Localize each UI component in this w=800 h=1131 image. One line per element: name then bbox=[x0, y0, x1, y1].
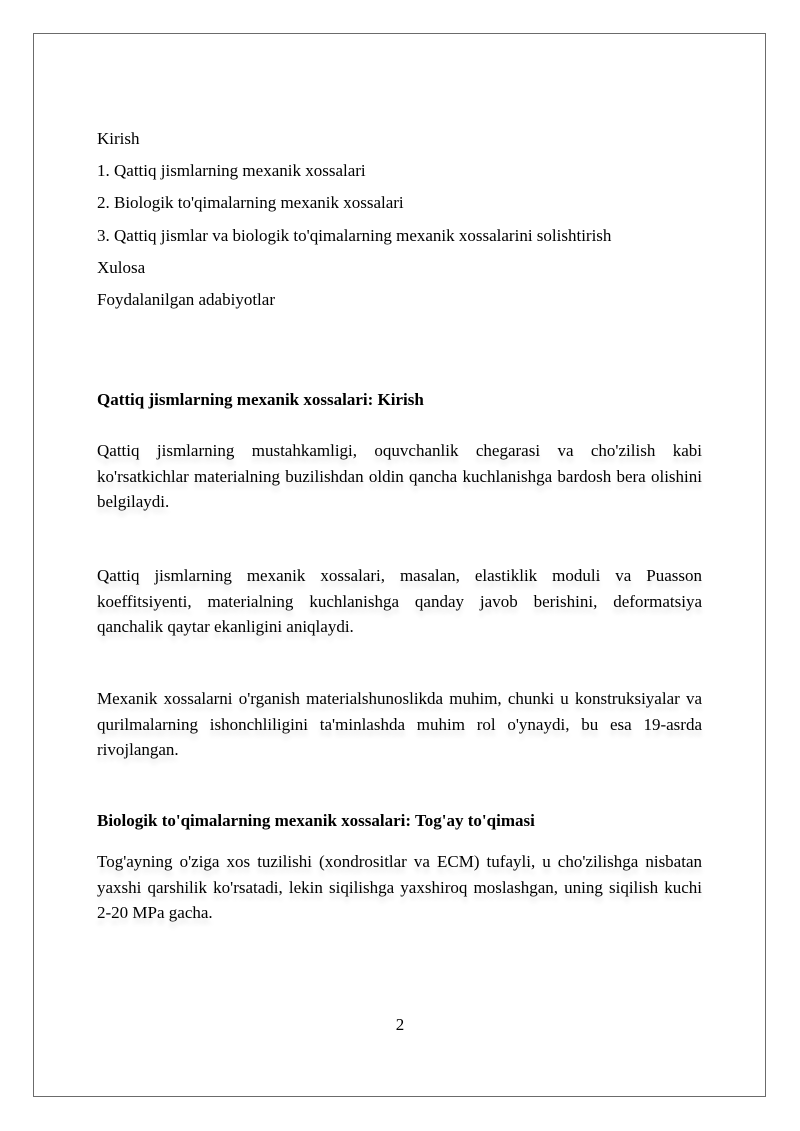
section-1-paragraph-3: Mexanik xossalarni o'rganish materialshunoslikda muhim, chunki u konstruksiyalar va qurilmalarning ishonchliligini ta'minlashda muhim rol o'ynaydi, bu esa 19-asrda rivojlangan. bbox=[97, 689, 702, 759]
toc-item-introduction: Kirish bbox=[97, 129, 140, 148]
section-2-heading: Biologik to'qimalarning mexanik xossalari: Tog'ay to'qimasi bbox=[97, 811, 535, 830]
toc-item-chapter-3: 3. Qattiq jismlar va biologik to'qimalarning mexanik xossalarini solishtirish bbox=[97, 225, 612, 245]
section-1-paragraph-2: Qattiq jismlarning mexanik xossalari, masalan, elastiklik moduli va Puasson koeffitsiyenti, materialning kuchlanishga qanday javob berishini, deformatsiya qanchalik qaytar ekanligini aniqlaydi. bbox=[97, 566, 702, 636]
section-1-heading: Qattiq jismlarning mexanik xossalari: Kirish bbox=[97, 390, 424, 409]
section-2-paragraph-1: Tog'ayning o'ziga xos tuzilishi (xondrositlar va ECM) tufayli, u cho'zilishga nisbatan yaxshi qarshilik ko'rsatadi, lekin siqilishga yaxshiroq moslashgan, uning siqilish kuchi 2-20 MPa gacha. bbox=[97, 852, 702, 922]
section-1-paragraph-1: Qattiq jismlarning mustahkamligi, oquvchanlik chegarasi va cho'zilish kabi ko'rsatkichlar materialning buzilishdan oldin qancha kuchlanishga bardosh bera olishini belgilaydi. bbox=[97, 441, 702, 511]
toc-item-references: Foydalanilgan adabiyotlar bbox=[97, 289, 275, 309]
toc-item-chapter-2: 2. Biologik to'qimalarning mexanik xossalari bbox=[97, 193, 404, 213]
table-of-contents bbox=[97, 128, 702, 321]
toc-item-conclusion: Xulosa bbox=[97, 257, 146, 277]
page-number: 2 bbox=[395, 1015, 405, 1034]
toc-item-chapter-1: 1. Qattiq jismlarning mexanik xossalari bbox=[97, 161, 366, 181]
